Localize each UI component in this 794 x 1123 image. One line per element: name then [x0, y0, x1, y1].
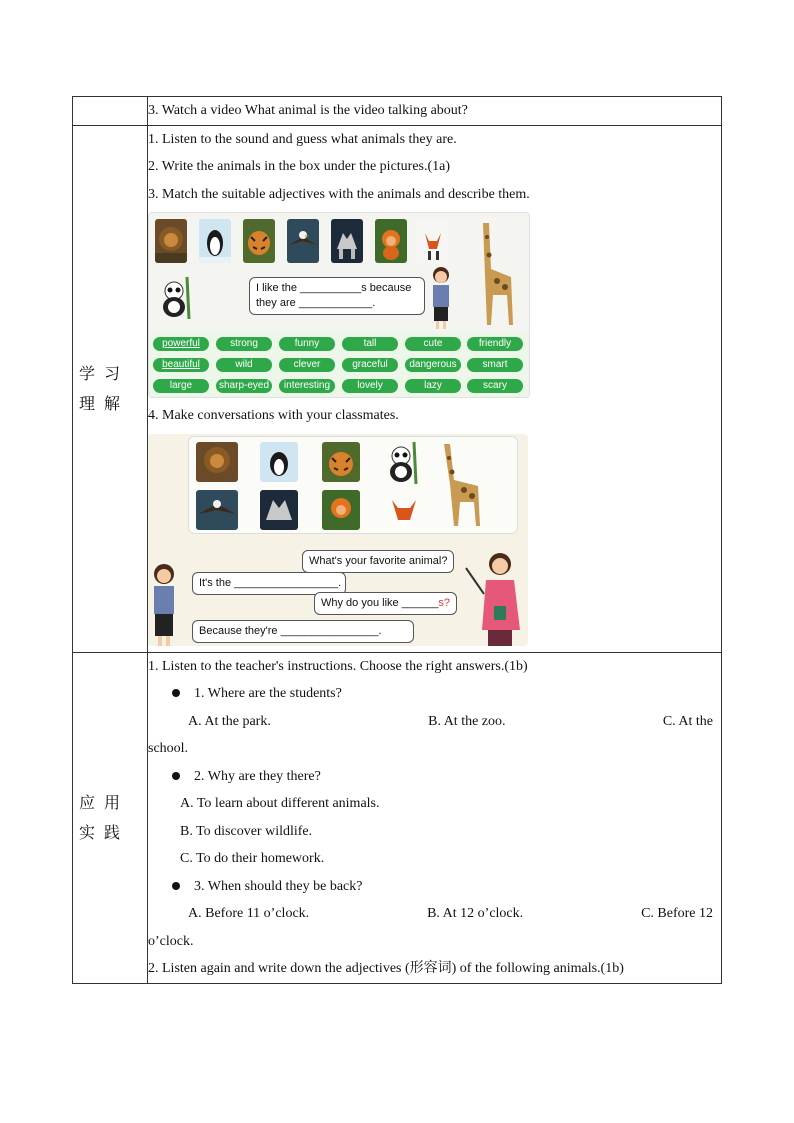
penguin-photo: [199, 219, 231, 263]
lesson-table: [72, 96, 722, 984]
adjective-pill[interactable]: large: [153, 379, 209, 393]
option-c-wrap: o’clock.: [148, 933, 194, 949]
tiger-photo: [243, 219, 275, 263]
bullet-icon: [172, 689, 180, 697]
option-c-wrap: school.: [148, 741, 189, 756]
question-favorite-bubble: What's your favorite animal?: [302, 550, 454, 573]
adjective-pill[interactable]: sharp-eyed: [216, 379, 272, 393]
conversation-figure: [148, 434, 528, 646]
option-b[interactable]: B. At the zoo.: [428, 713, 506, 729]
adjective-word-bank: [149, 333, 529, 397]
giraffe-photo: [467, 215, 521, 331]
sentence-line-1: I like the __________s because: [256, 282, 412, 294]
label-understanding-text: 学习理解: [79, 363, 130, 413]
row-content-understanding: [148, 125, 722, 652]
eagle-photo: [287, 219, 319, 263]
question-2-text: 2. Why are they there?: [194, 768, 321, 784]
row-understanding: [73, 125, 722, 652]
teacher-figure: [464, 550, 526, 646]
listen-again-line: 2. Listen again and write down the adjectives (形容词) of the following animals.(1b): [148, 961, 624, 976]
option-c[interactable]: C. To do their homework.: [180, 851, 325, 866]
answer-its-the-bubble: It's the _________________.: [192, 572, 346, 595]
question-why-bubble: [314, 592, 457, 615]
bullet-icon: [172, 882, 180, 890]
adjective-pill[interactable]: cute: [405, 337, 461, 351]
adjective-pill[interactable]: funny: [279, 337, 335, 351]
adjective-pill[interactable]: lovely: [342, 379, 398, 393]
row-practice: [73, 652, 722, 983]
penguin-photo: [260, 442, 298, 482]
adjective-pill[interactable]: graceful: [342, 358, 398, 372]
adjective-pill[interactable]: tall: [342, 337, 398, 351]
describe-speech-bubble: [249, 277, 425, 315]
animal-photos-panel: [149, 213, 529, 333]
why-question-text: Why do you like ______: [321, 596, 439, 609]
question-3: [148, 873, 721, 901]
adjective-pill[interactable]: strong: [216, 337, 272, 351]
question-2: [148, 763, 721, 791]
question-3-options: [148, 900, 721, 928]
adjective-pill[interactable]: friendly: [467, 337, 523, 351]
adjective-pill[interactable]: lazy: [405, 379, 461, 393]
option-c[interactable]: C. At the: [662, 713, 713, 729]
answer-because-bubble: Because they're ________________.: [192, 620, 414, 643]
animals-adjectives-figure: [148, 212, 530, 398]
adjective-pill[interactable]: beautiful: [153, 358, 209, 372]
question-3-text: 3. When should they be back?: [194, 878, 363, 894]
lion-photo: [196, 442, 238, 482]
watch-video-line: 3. Watch a video What animal is the video talking about?: [148, 103, 468, 118]
panda-photo: [384, 440, 422, 484]
adjective-pill[interactable]: dangerous: [405, 358, 461, 372]
monkey-photo: [375, 219, 407, 263]
wolf-photo: [331, 219, 363, 263]
listen-instructions-line: 1. Listen to the teacher's instructions. Choose the right answers.(1b): [148, 658, 528, 674]
row-label-empty: [73, 97, 148, 126]
question-1-text: 1. Where are the students?: [194, 686, 342, 701]
row-label-practice: [73, 652, 148, 983]
option-a[interactable]: A. Before 11 o’clock.: [188, 906, 310, 921]
option-a[interactable]: A. To learn about different animals.: [180, 796, 380, 811]
adjective-pill[interactable]: clever: [279, 358, 335, 372]
row-label-understanding: [73, 125, 148, 652]
adjective-pill[interactable]: wild: [216, 358, 272, 372]
wolf-photo: [260, 490, 298, 530]
adjective-pill[interactable]: smart: [467, 358, 523, 372]
bullet-icon: [172, 772, 180, 780]
option-c[interactable]: C. Before 12: [641, 906, 713, 921]
write-animals-line: 2. Write the animals in the box under the pictures.(1a): [148, 159, 451, 174]
match-adjectives-line: 3. Match the suitable adjectives with the animals and describe them.: [148, 186, 530, 202]
student-girl-figure: [148, 562, 180, 646]
sentence-line-2: they are ____________.: [256, 297, 376, 309]
adjective-pill[interactable]: scary: [467, 379, 523, 393]
why-question-suffix: s?: [438, 596, 451, 609]
adjective-pill[interactable]: interesting: [279, 379, 335, 393]
eagle-photo: [196, 490, 238, 530]
make-conversations-line: 4. Make conversations with your classmates.: [148, 408, 399, 423]
fox-photo: [417, 219, 449, 263]
tiger-photo: [322, 442, 360, 482]
adjective-pill[interactable]: powerful: [153, 337, 209, 351]
monkey-photo: [322, 490, 360, 530]
listen-guess-line: 1. Listen to the sound and guess what animals they are.: [148, 131, 457, 147]
giraffe-photo: [434, 440, 494, 530]
lion-photo: [155, 219, 187, 263]
question-1: [148, 680, 721, 708]
question-1-options: [148, 708, 721, 736]
row-video: [73, 97, 722, 126]
label-practice-text: 应用实践: [79, 792, 130, 842]
option-a[interactable]: A. At the park.: [188, 713, 271, 729]
row-content-video: [148, 97, 722, 126]
panda-photo: [157, 275, 195, 319]
student-girl-figure: [427, 265, 455, 331]
row-content-practice: [148, 652, 722, 983]
fox-photo: [384, 490, 424, 530]
option-b[interactable]: B. At 12 o’clock.: [427, 906, 524, 921]
option-b[interactable]: B. To discover wildlife.: [180, 823, 313, 839]
